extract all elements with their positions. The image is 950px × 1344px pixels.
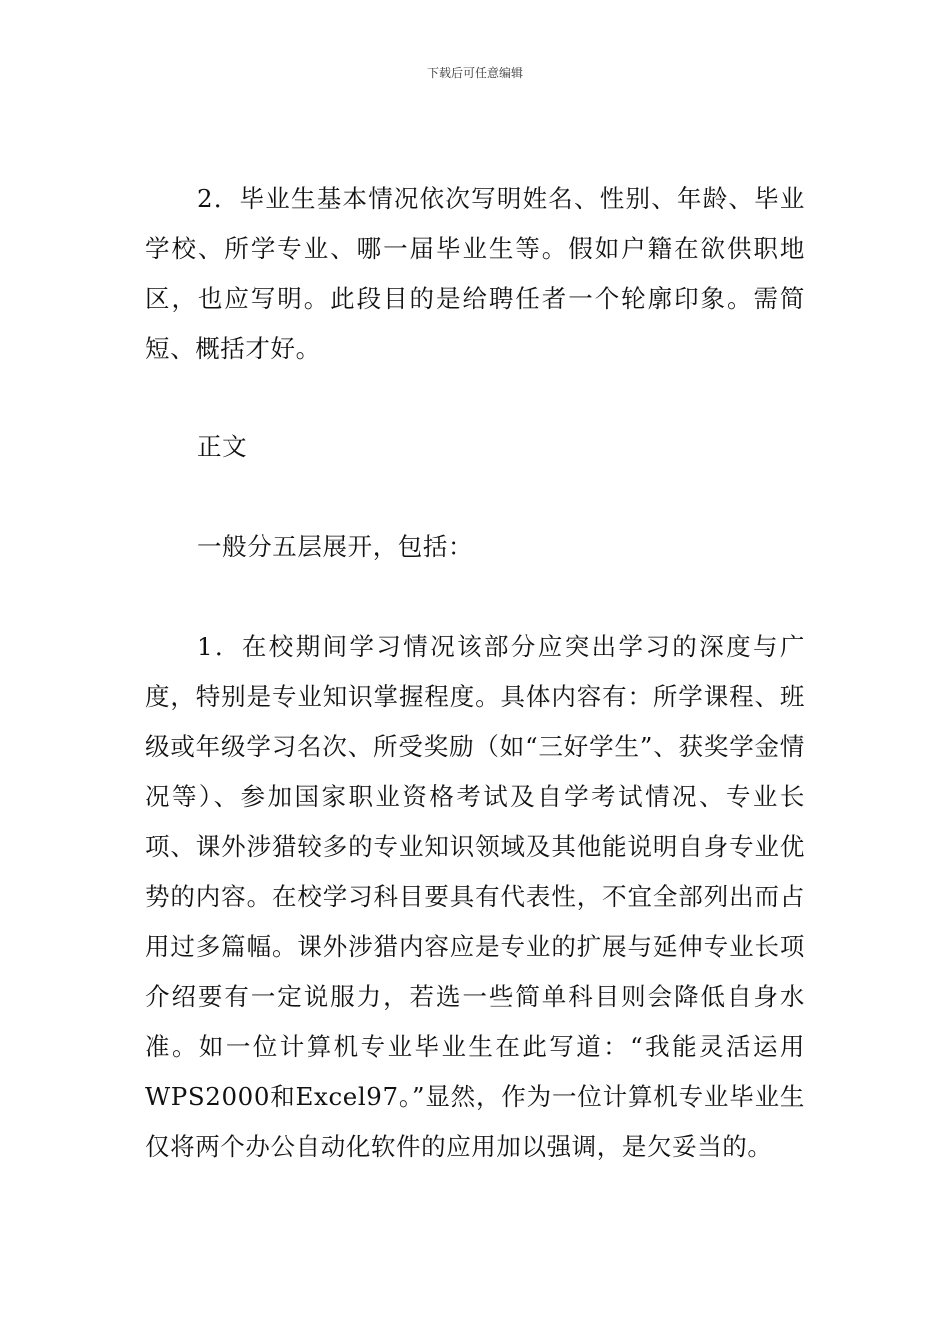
section-heading-main-text: 正文	[197, 432, 248, 461]
page-header: 下载后可任意编辑	[426, 66, 523, 80]
paragraph-graduate-basic-info: 2．毕业生基本情况依次写明姓名、性别、年龄、毕业学校、所学专业、哪一届毕业生等。假如户籍在欲供职地区，也应写明。此段目的是给聘任者一个轮廓印象。需简短、概括才好。	[145, 184, 805, 363]
paragraph-study-situation: 1．在校期间学习情况该部分应突出学习的深度与广度，特别是专业知识掌握程度。具体内容有：所学课程、班级或年级学习名次、所受奖励（如“三好学生”、获奖学金情况等）、参加国家职业资格考试及自学考试情况、专业长项、课外涉猎较多的专业知识领域及其他能说明自身专业优势的内容。在校学习科目要具有代表性，不宜全部列出而占用过多篇幅。课外涉猎内容应是专业的扩展与延伸专业长项介绍要有一定说服力，若选一些简单科目则会降低自身水准。如一位计算机专业毕业生在此写道：“我能灵活运用WPS2000和Excel97。”显然，作为一位计算机专业毕业生仅将两个办公自动化软件的应用加以强调，是欠妥当的。	[145, 632, 805, 1161]
paragraph-five-layers-intro: 一般分五层展开，包括：	[197, 532, 474, 561]
